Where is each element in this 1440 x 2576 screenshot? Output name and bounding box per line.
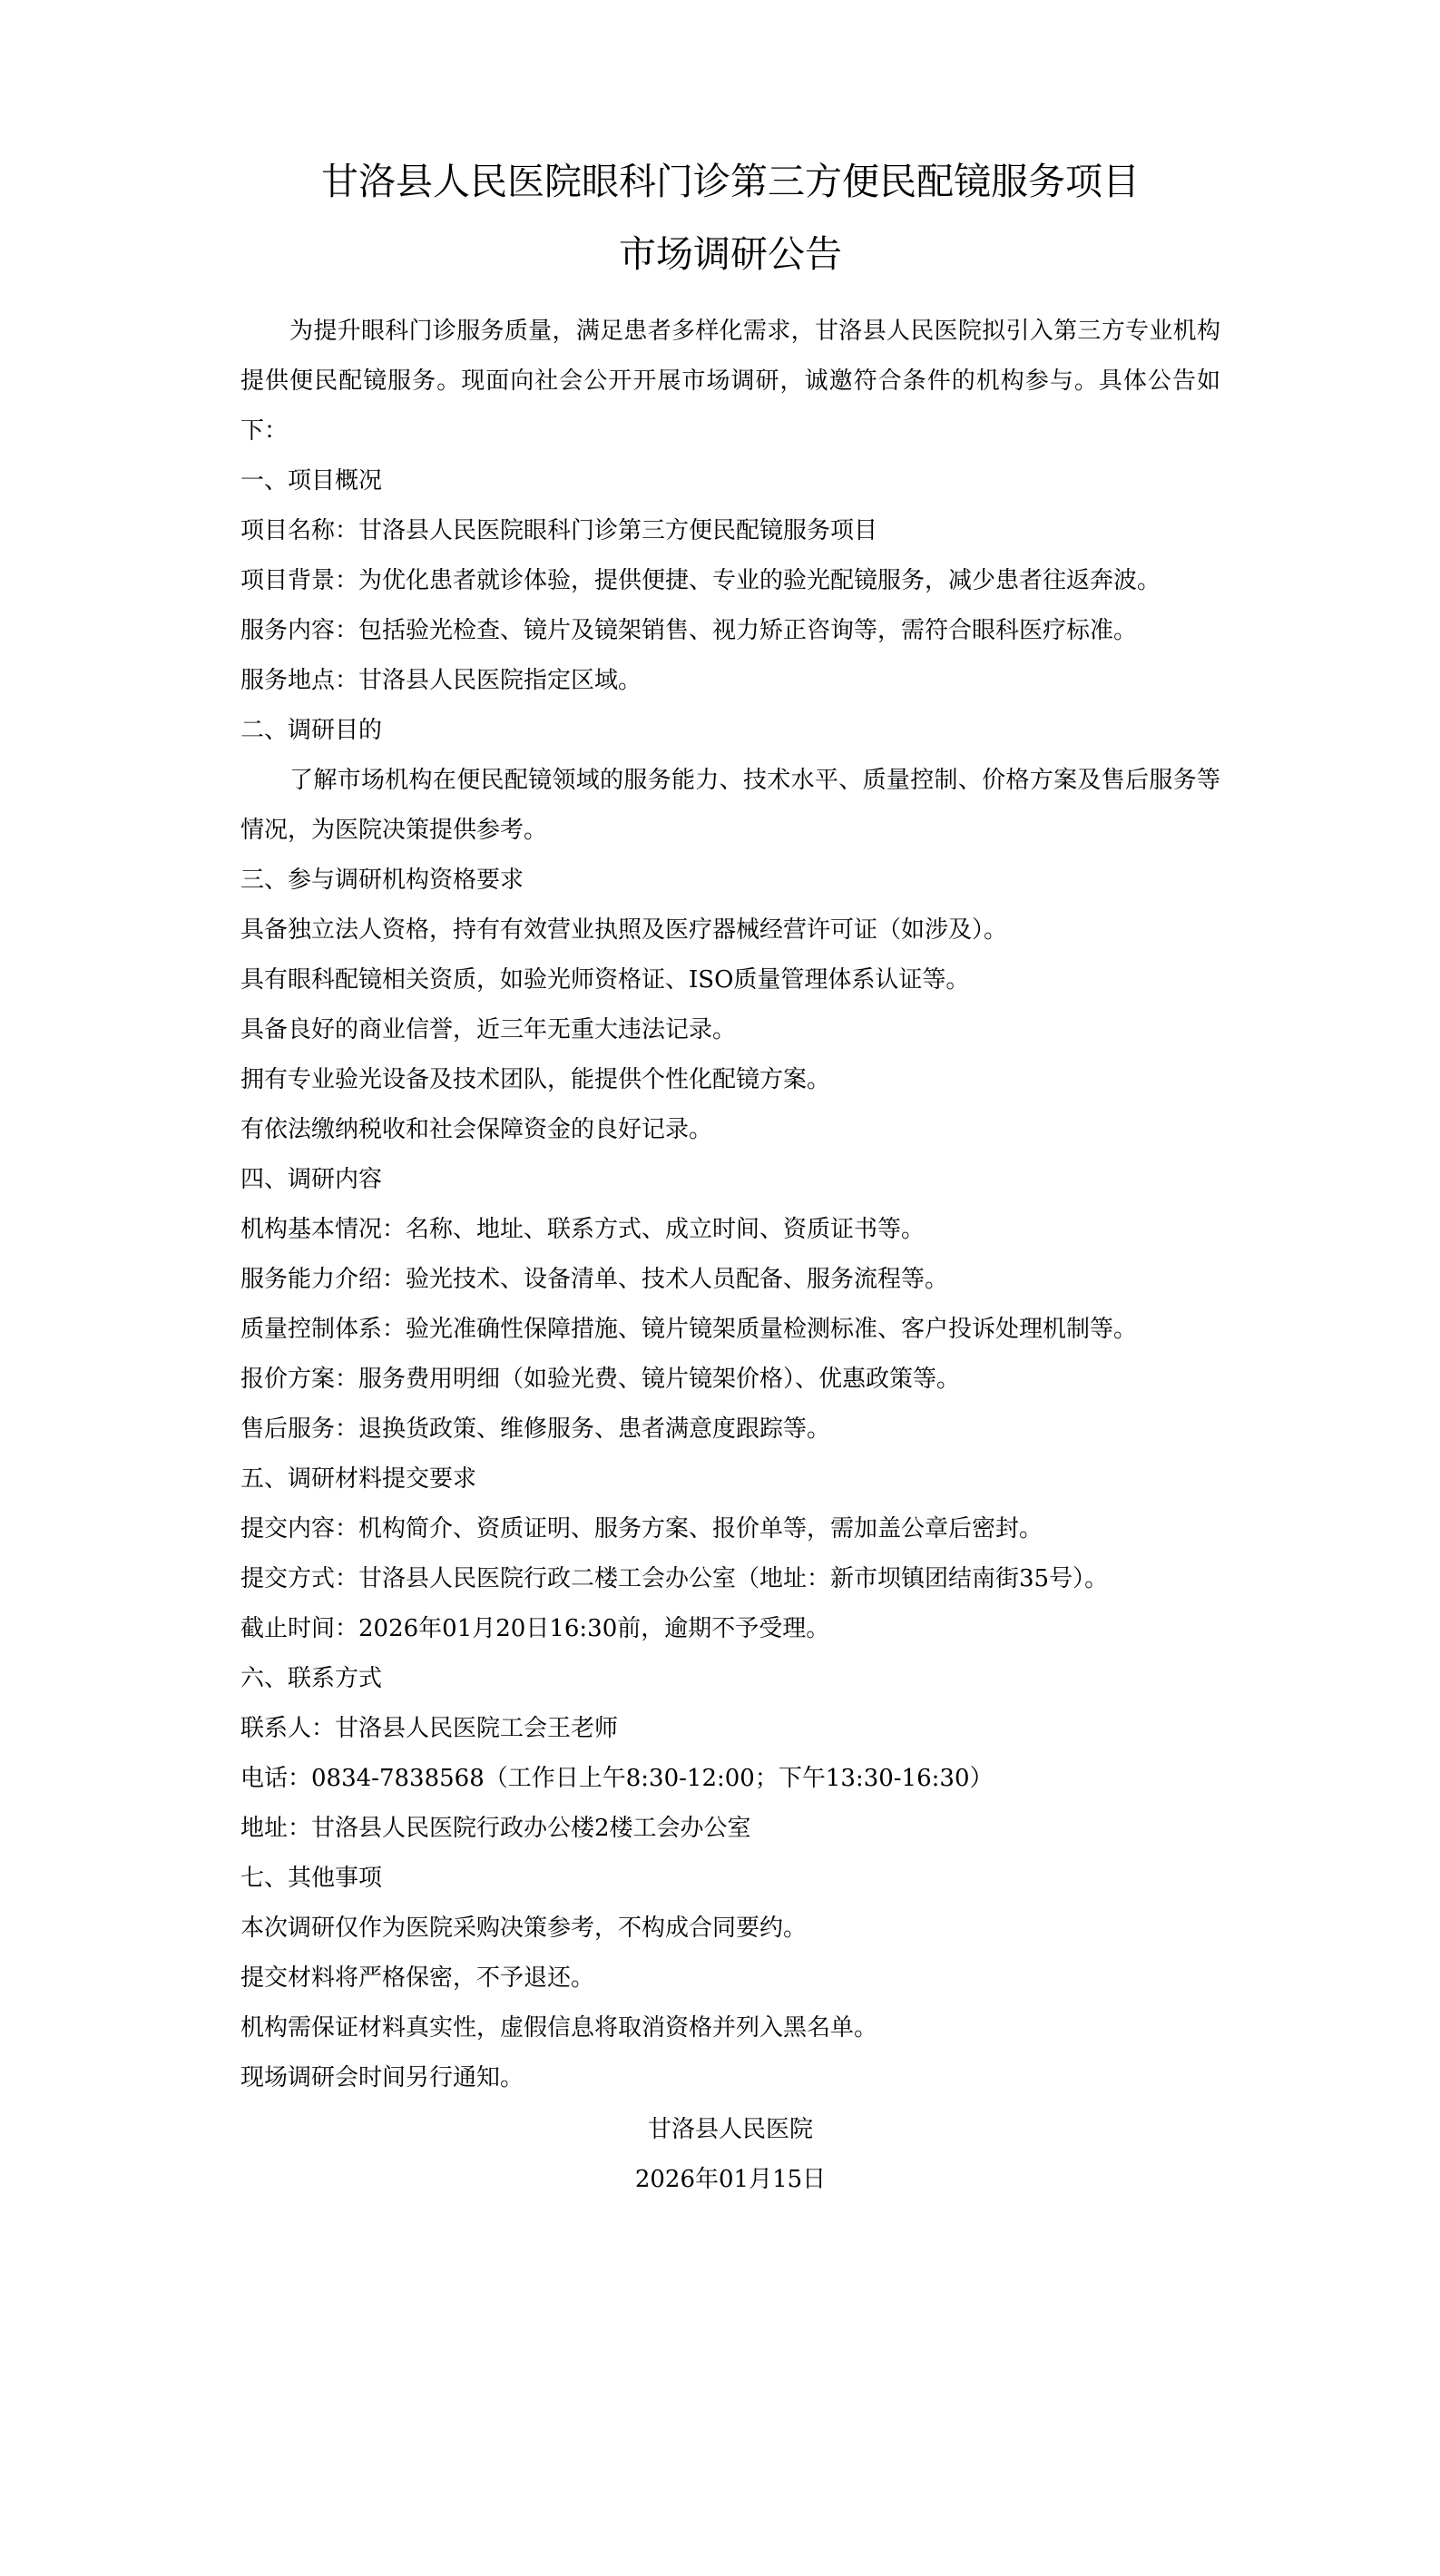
- requirement-item: 有依法缴纳税收和社会保障资金的良好记录。: [240, 1116, 713, 1143]
- section-research-purpose: [240, 706, 1220, 856]
- section-heading: 五、调研材料提交要求: [240, 1465, 477, 1493]
- announcement-document: [240, 145, 1220, 2205]
- section-project-overview: [240, 456, 1220, 706]
- signature-block: [240, 2105, 1220, 2205]
- submission-method: 提交方式：甘洛县人民医院行政二楼工会办公室（地址：新市坝镇团结南街35号）。: [240, 1565, 1109, 1592]
- section-other-matters: [240, 1854, 1220, 2103]
- section-heading: 七、其他事项: [240, 1865, 383, 1892]
- requirement-item: 具备良好的商业信誉，近三年无重大违法记录。: [240, 1016, 737, 1043]
- requirement-item: 具有眼科配镜相关资质，如验光师资格证、ISO质量管理体系认证等。: [240, 966, 970, 994]
- section-heading: 二、调研目的: [240, 717, 383, 744]
- other-item: 机构需保证材料真实性，虚假信息将取消资格并列入黑名单。: [240, 2014, 878, 2042]
- section-submission-requirements: [240, 1455, 1220, 1654]
- project-name: 项目名称：甘洛县人民医院眼科门诊第三方便民配镜服务项目: [240, 517, 878, 544]
- project-background: 项目背景：为优化患者就诊体验，提供便捷、专业的验光配镜服务，减少患者往返奔波。: [240, 567, 1161, 594]
- section-heading: 一、项目概况: [240, 467, 383, 495]
- section-contact-information: [240, 1654, 1220, 1854]
- signature-date: 2026年01月15日: [634, 2166, 827, 2193]
- requirement-item: 拥有专业验光设备及技术团队，能提供个性化配镜方案。: [240, 1066, 831, 1093]
- section-qualification-requirements: [240, 856, 1220, 1155]
- content-item: 售后服务：退换货政策、维修服务、患者满意度跟踪等。: [240, 1415, 831, 1443]
- content-item: 质量控制体系：验光准确性保障措施、镜片镜架质量检测标准、客户投诉处理机制等。: [240, 1316, 1138, 1343]
- research-purpose-text: 了解市场机构在便民配镜领域的服务能力、技术水平、质量控制、价格方案及售后服务等情况，为医院决策提供参考。: [240, 767, 1220, 844]
- signature-organization: 甘洛县人民医院: [647, 2116, 813, 2143]
- submission-content: 提交内容：机构简介、资质证明、服务方案、报价单等，需加盖公章后密封。: [240, 1515, 1043, 1543]
- section-heading: 四、调研内容: [240, 1166, 383, 1193]
- contact-phone: 电话：0834-7838568（工作日上午8:30-12:00；下午13:30-16:30）: [240, 1765, 994, 1792]
- content-item: 报价方案：服务费用明细（如验光费、镜片镜架价格）、优惠政策等。: [240, 1366, 961, 1393]
- content-item: 机构基本情况：名称、地址、联系方式、成立时间、资质证书等。: [240, 1216, 926, 1243]
- content-item: 服务能力介绍：验光技术、设备清单、技术人员配备、服务流程等。: [240, 1266, 949, 1293]
- other-item: 本次调研仅作为医院采购决策参考，不构成合同要约。: [240, 1915, 808, 1942]
- requirement-item: 具备独立法人资格，持有有效营业执照及医疗器械经营许可证（如涉及）。: [240, 916, 1008, 944]
- other-item: 提交材料将严格保密，不予退还。: [240, 1964, 595, 1992]
- service-content: 服务内容：包括验光检查、镜片及镜架销售、视力矫正咨询等，需符合眼科医疗标准。: [240, 617, 1138, 644]
- service-location: 服务地点：甘洛县人民医院指定区域。: [240, 667, 642, 694]
- intro-paragraph: 为提升眼科门诊服务质量，满足患者多样化需求，甘洛县人民医院拟引入第三方专业机构提供便民配镜服务。现面向社会公开开展市场调研，诚邀符合条件的机构参与。具体公告如下：: [240, 318, 1220, 445]
- contact-address: 地址：甘洛县人民医院行政办公楼2楼工会办公室: [240, 1815, 751, 1842]
- document-title-line-1: 甘洛县人民医院眼科门诊第三方便民配镜服务项目: [321, 160, 1140, 203]
- document-title-line-2: 市场调研公告: [619, 232, 842, 276]
- contact-person: 联系人：甘洛县人民医院工会王老师: [240, 1715, 619, 1742]
- section-research-content: [240, 1155, 1220, 1455]
- section-heading: 六、联系方式: [240, 1665, 383, 1692]
- other-item: 现场调研会时间另行通知。: [240, 2064, 524, 2091]
- section-heading: 三、参与调研机构资格要求: [240, 867, 524, 894]
- submission-deadline: 截止时间：2026年01月20日16:30前，逾期不予受理。: [240, 1615, 830, 1642]
